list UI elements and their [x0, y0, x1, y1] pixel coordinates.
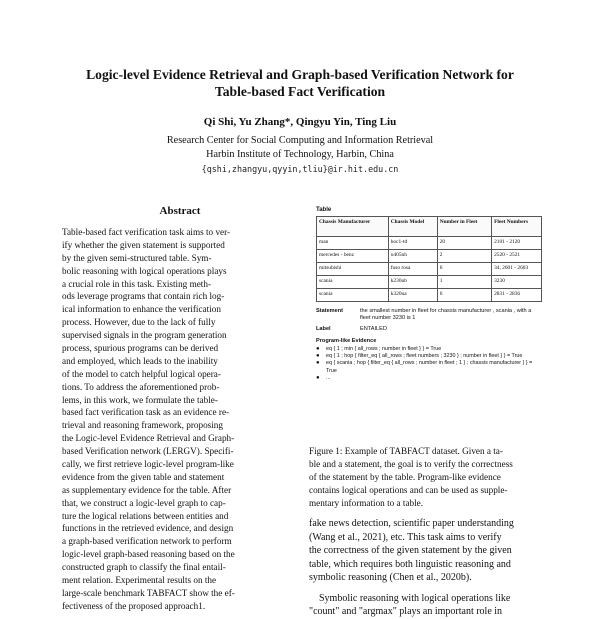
statement-label: Statement: [316, 308, 344, 314]
table-cell: 6: [437, 289, 491, 302]
table-cell: o405nh: [388, 250, 437, 263]
table-row: [317, 263, 542, 276]
table-row: [317, 289, 542, 302]
abstract-line: constructed graph to classify the final entail-: [62, 562, 226, 573]
program-item: [316, 346, 542, 353]
body-line: fake news detection, scientific paper understanding: [309, 518, 514, 529]
program-text: ...: [326, 374, 331, 381]
abstract-line: process, spurious programs can be derived: [62, 343, 219, 354]
abstract-line: based fact verification task as an evidence re-: [62, 407, 230, 418]
program-heading: Program-like Evidence: [316, 338, 377, 344]
caption-line: Figure 1: Example of TABFACT dataset. Given a ta-: [309, 446, 503, 456]
table-cell: k230ub: [388, 276, 437, 289]
table-cell: mercedes - benz: [317, 250, 389, 263]
table-row: [317, 237, 542, 250]
table-cell: 34, 2601 - 2603: [492, 263, 542, 276]
table-header-row: [317, 217, 542, 237]
table-header-cell: Number in Fleet: [437, 217, 491, 237]
abstract-line: Table-based fact verification task aims to ver-: [62, 227, 231, 237]
abstract-line: process. However, due to the lack of fully: [62, 317, 216, 328]
table-cell: scania: [317, 289, 389, 302]
abstract-line: functions in the retrieved evidence, and design: [62, 523, 234, 534]
body-line: the correctness of the given statement by the given: [309, 545, 512, 556]
abstract-line: lems, in this work, we formulate the table-: [62, 394, 218, 405]
abstract-line: large-scale benchmark TABFACT show the ef-: [62, 587, 235, 598]
table-cell: fuso rosa: [388, 263, 437, 276]
abstract-line: by the given semi-structured table. Sym-: [62, 252, 212, 263]
caption-line: ble and a statement, the goal is to verify the correctness: [309, 458, 513, 469]
body-line: table, which requires both linguistic reasoning and: [309, 558, 511, 570]
abstract-line: supervised signals in the program generation: [62, 330, 227, 341]
abstract-line: trieval and reasoning framework, proposing: [62, 420, 223, 431]
table-header-cell: Chassis Model: [388, 217, 437, 237]
abstract-line: ify whether the given statement is supported: [62, 239, 225, 250]
bullet-icon: ●: [316, 374, 320, 381]
title-line-1: Logic-level Evidence Retrieval and Graph-based Verification Network for: [86, 67, 514, 82]
table-header-cell: Fleet Numbers: [492, 217, 542, 237]
abstract-line: of the model to catch helpful logical opera-: [62, 368, 221, 379]
statement-text: the smallest number in fleet for chassis manufacturer , scania , with a fleet number 3230 is 1: [360, 308, 532, 321]
label-value: ENTAILED: [360, 326, 387, 332]
table-cell: 2101 - 2120: [492, 237, 542, 250]
table-row: [317, 250, 542, 263]
program-item: [316, 375, 542, 382]
body-line: symbolic reasoning (Chen et al., 2020b).: [309, 572, 472, 583]
email: {qshi,zhangyu,qyyin,tliu}@ir.hit.edu.cn: [201, 164, 399, 174]
bullet-icon: ●: [316, 360, 320, 367]
program-text: eq { 1 ; hop { filter_eq { all_rows ; fleet numbers ; 3230 } ; number in fleet } } = True: [326, 353, 523, 360]
table-row: [317, 276, 542, 289]
program-text: eq { scania ; hop { filter_eq { all_rows ; number in fleet ; 1 } ; chassis manufacturer } } = True: [326, 360, 533, 374]
abstract-line: bolic reasoning with logical operations plays: [62, 265, 227, 276]
label-label: Label: [316, 326, 331, 332]
abstract-heading: Abstract: [159, 205, 201, 217]
example-table: [316, 216, 542, 302]
abstract-line: ical information to enhance the verification: [62, 304, 221, 315]
bullet-icon: ●: [316, 353, 320, 360]
program-item: [316, 360, 542, 374]
abstract-line: the Logic-level Evidence Retrieval and Graph-: [62, 433, 235, 444]
abstract-line: cally, we first retrieve logic-level program-like: [62, 459, 234, 470]
body-line: (Wang et al., 2021), etc. This task aims to verify: [309, 531, 502, 543]
table-cell: hoc1-td: [388, 237, 437, 250]
authors: Qi Shi, Yu Zhang*, Qingyu Yin, Ting Liu: [203, 116, 397, 128]
program-item: [316, 353, 542, 360]
table-cell: 2520 - 2521: [492, 250, 542, 263]
abstract-body: [62, 226, 285, 613]
abstract-line: a graph-based verification network to perform: [62, 536, 232, 547]
abstract-line: a crucial role in this task. Existing meth-: [62, 278, 212, 289]
abstract-line: ment relation. Experimental results on the: [62, 575, 217, 586]
table-cell: 20: [437, 237, 491, 250]
table-body: [317, 237, 542, 302]
abstract-line: tions. To address the aforementioned prob-: [62, 381, 220, 392]
body-line: "count" and "argmax" plays an important role in: [309, 606, 503, 617]
abstract-line: ods leverage programs that contain rich log-: [62, 291, 225, 302]
table-header-cell: Chassis Manufacturer: [317, 217, 389, 237]
affiliation-line-2: Harbin Institute of Technology, Harbin, China: [206, 149, 394, 160]
abstract-line: logic-level graph-based reasoning based on the: [62, 549, 235, 560]
abstract-line: that, we construct a logic-level graph to cap-: [62, 497, 226, 508]
abstract-line: ture the logical relations between entities and: [62, 510, 229, 521]
table-cell: k320ua: [388, 289, 437, 302]
paper-title: [40, 66, 560, 100]
abstract-line: evidence from the given table and statement: [62, 471, 225, 482]
caption-line: mentary information to a table.: [309, 497, 424, 508]
label-row: [316, 326, 542, 332]
figure-caption: [309, 445, 543, 509]
abstract-line: and employed, which leads to the inability: [62, 355, 218, 366]
statement: [316, 308, 542, 322]
caption-line: of the statement by the table. Program-like evidence: [309, 471, 501, 482]
table-cell: 6: [437, 263, 491, 276]
right-column-body: [309, 517, 543, 619]
figure-table-caption: Table: [316, 207, 332, 213]
program-list: [316, 346, 542, 382]
title-line-2: Table-based Fact Verification: [214, 84, 386, 99]
table-cell: 3230: [492, 276, 542, 289]
body-line: Symbolic reasoning with logical operations like: [319, 592, 511, 604]
affiliation-line-1: Research Center for Social Computing and Information Retrieval: [166, 135, 434, 146]
table-cell: 1: [437, 276, 491, 289]
table-cell: 2831 - 2836: [492, 289, 542, 302]
table-cell: 2: [437, 250, 491, 263]
affiliation: [40, 134, 560, 176]
abstract-line: fectiveness of the proposed approach1.: [62, 600, 206, 611]
figure-1: [316, 207, 542, 382]
table-cell: scania: [317, 276, 389, 289]
bullet-icon: ●: [316, 346, 320, 352]
abstract-line: based Verification network (LERGV). Specifi-: [62, 446, 234, 457]
caption-line: contains logical operations and can be used as supple-: [309, 484, 508, 495]
program-text: eq { 1 ; min { all_rows ; number in fleet } } = True: [326, 346, 442, 352]
abstract-line: as supplementary evidence for the table. After: [62, 484, 232, 495]
table-cell: mitsubishi: [317, 263, 389, 276]
table-cell: man: [317, 237, 389, 250]
